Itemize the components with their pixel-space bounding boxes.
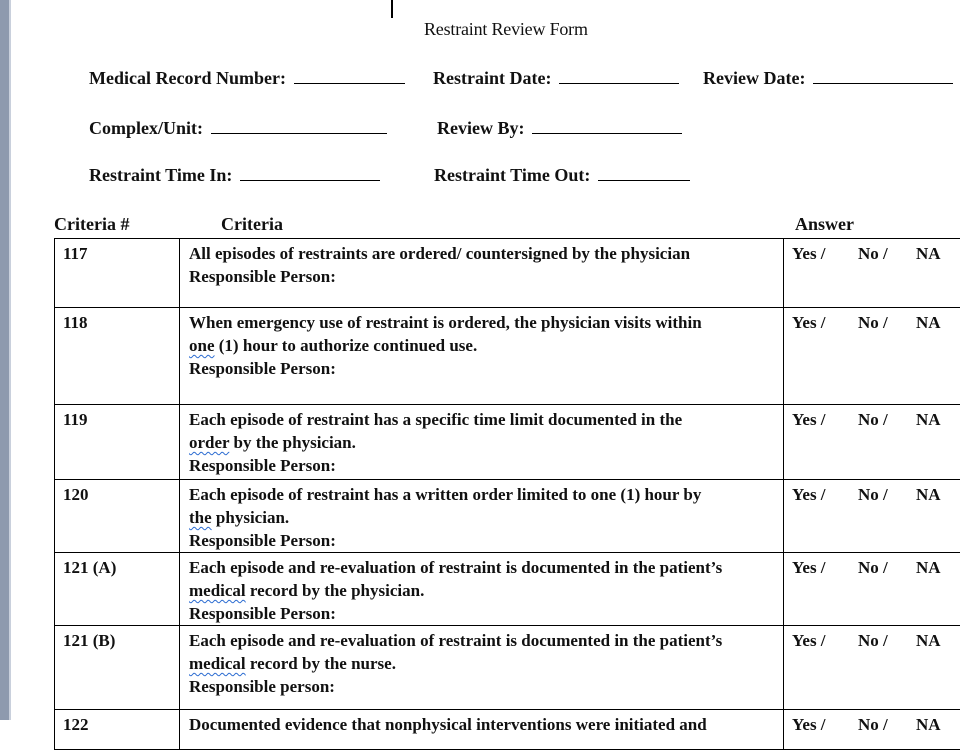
medical-record-number-blank[interactable] — [294, 81, 405, 84]
medical-record-number-label: Medical Record Number: — [89, 68, 286, 88]
criteria-number: 117 — [55, 239, 180, 308]
restraint-time-out-field[interactable] — [434, 165, 690, 186]
criteria-table — [54, 238, 960, 750]
answer-cell[interactable] — [784, 239, 960, 308]
criteria-number: 122 — [55, 710, 180, 750]
criteria-statement-line-2 — [189, 579, 777, 602]
answer-na[interactable]: NA — [916, 629, 941, 652]
criteria-statement-rest: physician. — [212, 508, 289, 527]
criteria-text — [180, 308, 784, 405]
medical-record-number-field[interactable] — [89, 68, 405, 89]
criteria-statement-line-1: Each episode of restraint has a written order limited to one (1) hour by — [189, 483, 777, 506]
criteria-statement-rest: by the physician. — [229, 433, 356, 452]
restraint-time-out-label: Restraint Time Out: — [434, 165, 590, 185]
answer-no[interactable]: No / — [858, 483, 916, 506]
spellcheck-underlined-word: medical — [189, 654, 246, 673]
answer-na[interactable]: NA — [916, 311, 941, 334]
criteria-statement: All episodes of restraints are ordered/ countersigned by the physician — [189, 242, 777, 265]
criteria-number: 121 (A) — [55, 553, 180, 626]
criteria-number: 119 — [55, 405, 180, 480]
answer-no[interactable]: No / — [858, 311, 916, 334]
spellcheck-underlined-word: medical — [189, 581, 246, 600]
answer-na[interactable]: NA — [916, 713, 941, 736]
restraint-time-out-blank[interactable] — [598, 178, 690, 181]
text-cursor — [391, 0, 393, 18]
criteria-text — [180, 553, 784, 626]
criteria-statement-rest: record by the nurse. — [246, 654, 396, 673]
criteria-text — [180, 405, 784, 480]
criteria-statement-rest: record by the physician. — [246, 581, 425, 600]
criteria-statement-line-1: Each episode and re-evaluation of restraint is documented in the patient’s — [189, 556, 777, 579]
answer-na[interactable]: NA — [916, 483, 941, 506]
table-row — [55, 308, 960, 405]
responsible-person-label[interactable]: Responsible person: — [189, 675, 777, 698]
responsible-person-label[interactable]: Responsible Person: — [189, 454, 777, 477]
criteria-statement-line-1: Documented evidence that nonphysical interventions were initiated and — [189, 713, 777, 736]
criteria-statement-line-2 — [189, 431, 777, 454]
restraint-time-in-blank[interactable] — [240, 178, 380, 181]
criteria-statement-line-1: When emergency use of restraint is ordered, the physician visits within — [189, 311, 777, 334]
answer-yes[interactable]: Yes / — [792, 408, 858, 431]
spellcheck-underlined-word: the — [189, 508, 212, 527]
responsible-person-label[interactable]: Responsible Person: — [189, 529, 777, 552]
table-row — [55, 626, 960, 710]
answer-cell[interactable] — [784, 553, 960, 626]
answer-no[interactable]: No / — [858, 408, 916, 431]
document-window-left-border — [0, 0, 9, 720]
answer-cell[interactable] — [784, 308, 960, 405]
restraint-date-blank[interactable] — [559, 81, 679, 84]
answer-yes[interactable]: Yes / — [792, 311, 858, 334]
complex-unit-label: Complex/Unit: — [89, 118, 203, 138]
answer-cell[interactable] — [784, 405, 960, 480]
criteria-text — [180, 710, 784, 750]
complex-unit-blank[interactable] — [211, 131, 387, 134]
answer-yes[interactable]: Yes / — [792, 629, 858, 652]
review-by-label: Review By: — [437, 118, 524, 138]
table-row — [55, 405, 960, 480]
restraint-date-label: Restraint Date: — [433, 68, 551, 88]
column-header-answer: Answer — [795, 214, 854, 235]
spellcheck-underlined-word: one — [189, 336, 215, 355]
criteria-statement-line-2 — [189, 334, 777, 357]
answer-yes[interactable]: Yes / — [792, 713, 858, 736]
answer-yes[interactable]: Yes / — [792, 483, 858, 506]
responsible-person-label[interactable]: Responsible Person: — [189, 265, 777, 288]
answer-cell[interactable] — [784, 480, 960, 553]
criteria-statement-line-2 — [189, 506, 777, 529]
answer-no[interactable]: No / — [858, 629, 916, 652]
complex-unit-field[interactable] — [89, 118, 387, 139]
answer-na[interactable]: NA — [916, 408, 941, 431]
review-date-field[interactable] — [703, 68, 953, 89]
answer-cell[interactable] — [784, 626, 960, 710]
answer-na[interactable]: NA — [916, 242, 941, 265]
restraint-time-in-label: Restraint Time In: — [89, 165, 232, 185]
responsible-person-label[interactable]: Responsible Person: — [189, 602, 777, 625]
spellcheck-underlined-word: order — [189, 433, 229, 452]
criteria-statement-line-1: Each episode and re-evaluation of restraint is documented in the patient’s — [189, 629, 777, 652]
restraint-date-field[interactable] — [433, 68, 679, 89]
criteria-number: 121 (B) — [55, 626, 180, 710]
criteria-statement-rest: (1) hour to authorize continued use. — [215, 336, 478, 355]
answer-cell[interactable] — [784, 710, 960, 750]
criteria-statement-line-2 — [189, 652, 777, 675]
criteria-text — [180, 480, 784, 553]
answer-no[interactable]: No / — [858, 242, 916, 265]
form-title: Restraint Review Form — [424, 19, 588, 40]
review-by-field[interactable] — [437, 118, 682, 139]
answer-yes[interactable]: Yes / — [792, 556, 858, 579]
answer-no[interactable]: No / — [858, 713, 916, 736]
criteria-statement-line-1: Each episode of restraint has a specific time limit documented in the — [189, 408, 777, 431]
table-row — [55, 239, 960, 308]
table-row — [55, 480, 960, 553]
column-header-criteria: Criteria — [221, 214, 283, 235]
restraint-time-in-field[interactable] — [89, 165, 380, 186]
review-by-blank[interactable] — [532, 131, 682, 134]
table-row — [55, 710, 960, 750]
criteria-number: 120 — [55, 480, 180, 553]
criteria-text — [180, 239, 784, 308]
responsible-person-label[interactable]: Responsible Person: — [189, 357, 777, 380]
criteria-number: 118 — [55, 308, 180, 405]
answer-na[interactable]: NA — [916, 556, 941, 579]
review-date-label: Review Date: — [703, 68, 805, 88]
answer-no[interactable]: No / — [858, 556, 916, 579]
column-header-criteria-num: Criteria # — [54, 214, 129, 235]
table-row — [55, 553, 960, 626]
criteria-text — [180, 626, 784, 710]
review-date-blank[interactable] — [813, 81, 953, 84]
answer-yes[interactable]: Yes / — [792, 242, 858, 265]
